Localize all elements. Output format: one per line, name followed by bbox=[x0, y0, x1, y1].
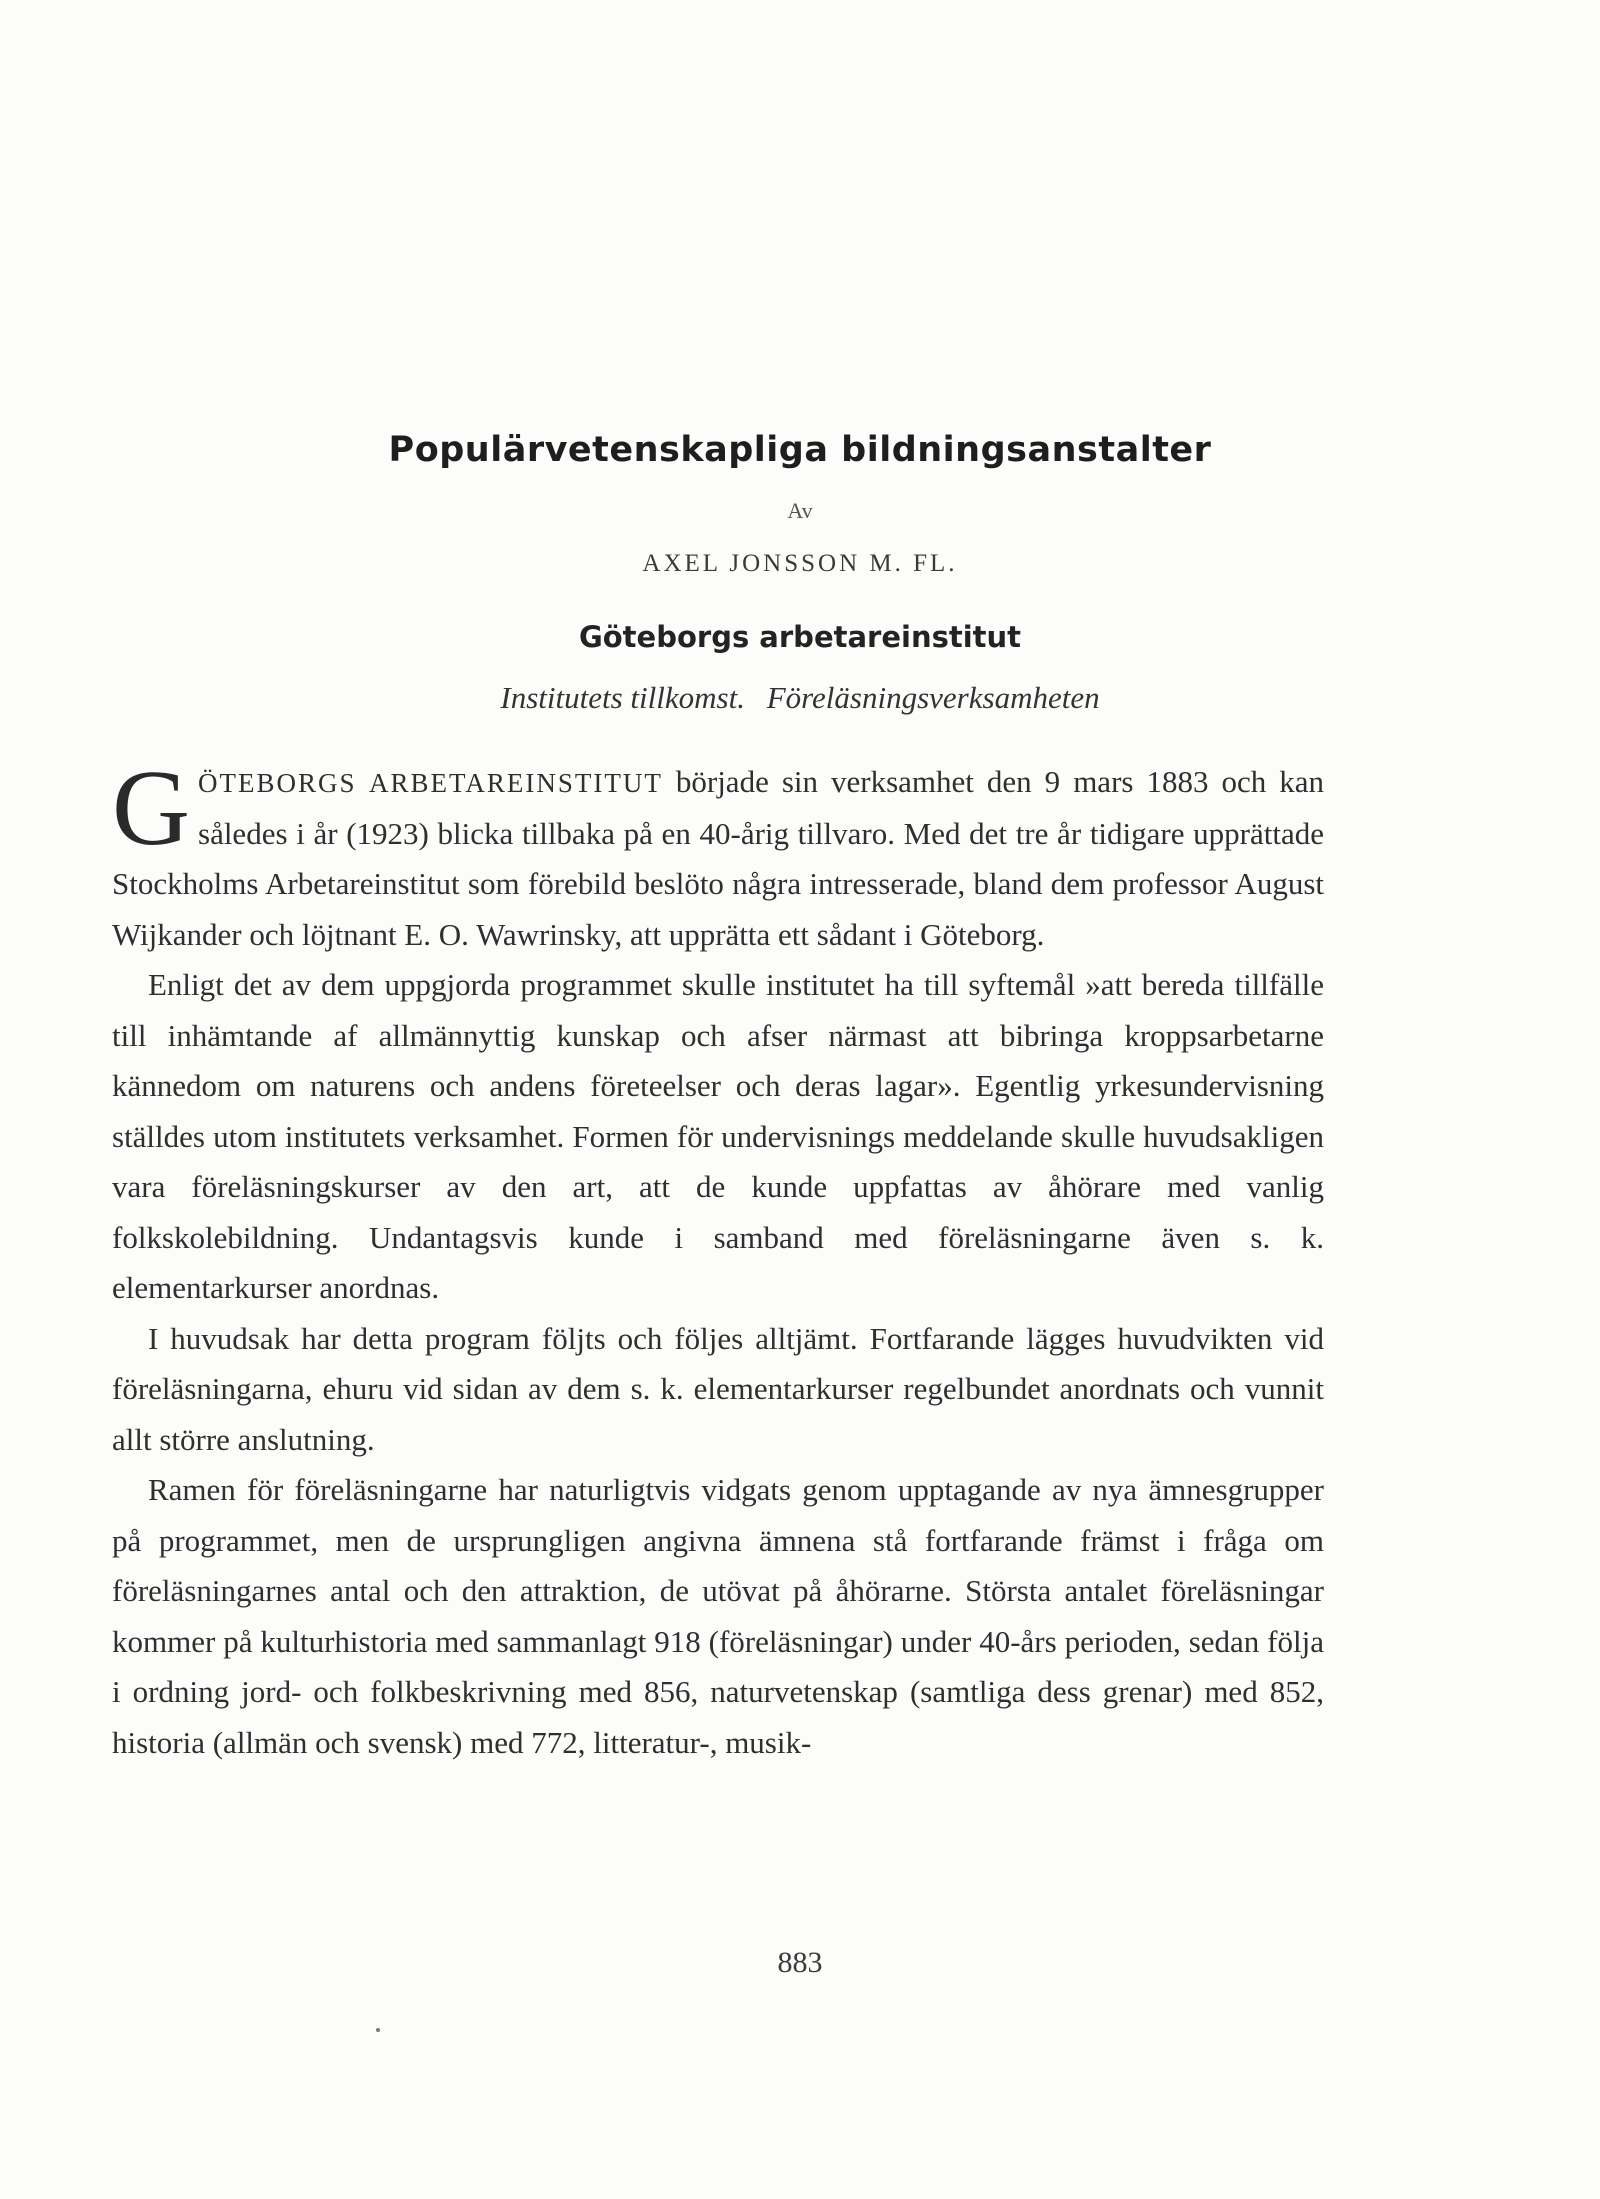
byline-prefix: Av bbox=[787, 498, 813, 523]
section-subtopics bbox=[0, 680, 1600, 716]
paragraph-2: Enligt det av dem uppgjorda programmet skulle institutet ha till syftemål »att bereda tillfälle till inhämtande af allmännyttig kunskap och afser närmast att bibringa kroppsarbetarne kännedom om naturens och andens företeelser och deras lagar». Egentlig yrkesundervisning ställdes utom institutets verksamhet. Formen för undervisnings meddelande skulle huvudsakligen vara föreläsningskurser av den art, att de kunde uppfattas av åhörare med vanlig folkskolebildning. Undantagsvis kunde i samband med föreläsningarne även s. k. elementarkurser anordnas. bbox=[112, 967, 1324, 1305]
author-name: AXEL JONSSON M. FL. bbox=[642, 550, 958, 577]
article-title: Populärvetenskapliga bildningsanstalter bbox=[388, 430, 1212, 470]
body-text bbox=[112, 749, 1325, 1768]
paragraph-1 bbox=[112, 749, 1325, 960]
page-number: 883 bbox=[777, 1946, 823, 1979]
paragraph-1-text: började sin verksamhet den 9 mars 1883 och kan således i år (1923) blicka tillbaka på en 40-årig tillvaro. Med det tre år tidigare upprättade Stockholms Arbetareinstitut som förebild beslöto några intresserade, bland dem professor August Wijkander och löjtnant E. O. Wawrinsky, att upprätta ett sådant i Göteborg. bbox=[112, 764, 1325, 952]
paragraph-1-smallcaps: ÖTEBORGS ARBETAREINSTITUT bbox=[198, 768, 663, 798]
paragraph-3: I huvudsak har detta program följts och följes alltjämt. Fortfarande lägges huvudvikten vid föreläsningarna, ehuru vid sidan av dem s. k. elementarkurser regelbundet anordnats och vunnit allt större anslutning. bbox=[112, 1320, 1324, 1457]
drop-cap: G bbox=[112, 749, 190, 868]
subtopic-lecture-activity: Föreläsningsverksamheten bbox=[766, 680, 1100, 715]
paper-speck bbox=[376, 2028, 380, 2032]
subtopic-institute-origin: Institutets tillkomst. bbox=[500, 680, 745, 715]
section-heading: Göteborgs arbetareinstitut bbox=[578, 620, 1022, 654]
paragraph-4: Ramen för föreläsningarne har naturligtvis vidgats genom upptagande av nya ämnesgrupper på programmet, men de ursprungligen angivna ämnena stå fortfarande främst i fråga om föreläsningarnes antal och den attraktion, de utövat på åhörarne. Största antalet föreläsningar kommer på kulturhistoria med sammanlagt 918 (föreläsningar) under 40-års perioden, sedan följa i ordning jord- och folkbeskrivning med 856, naturvetenskap (samtliga dess grenar) med 852, historia (allmän och svensk) med 772, litteratur-, musik- bbox=[112, 1472, 1324, 1760]
